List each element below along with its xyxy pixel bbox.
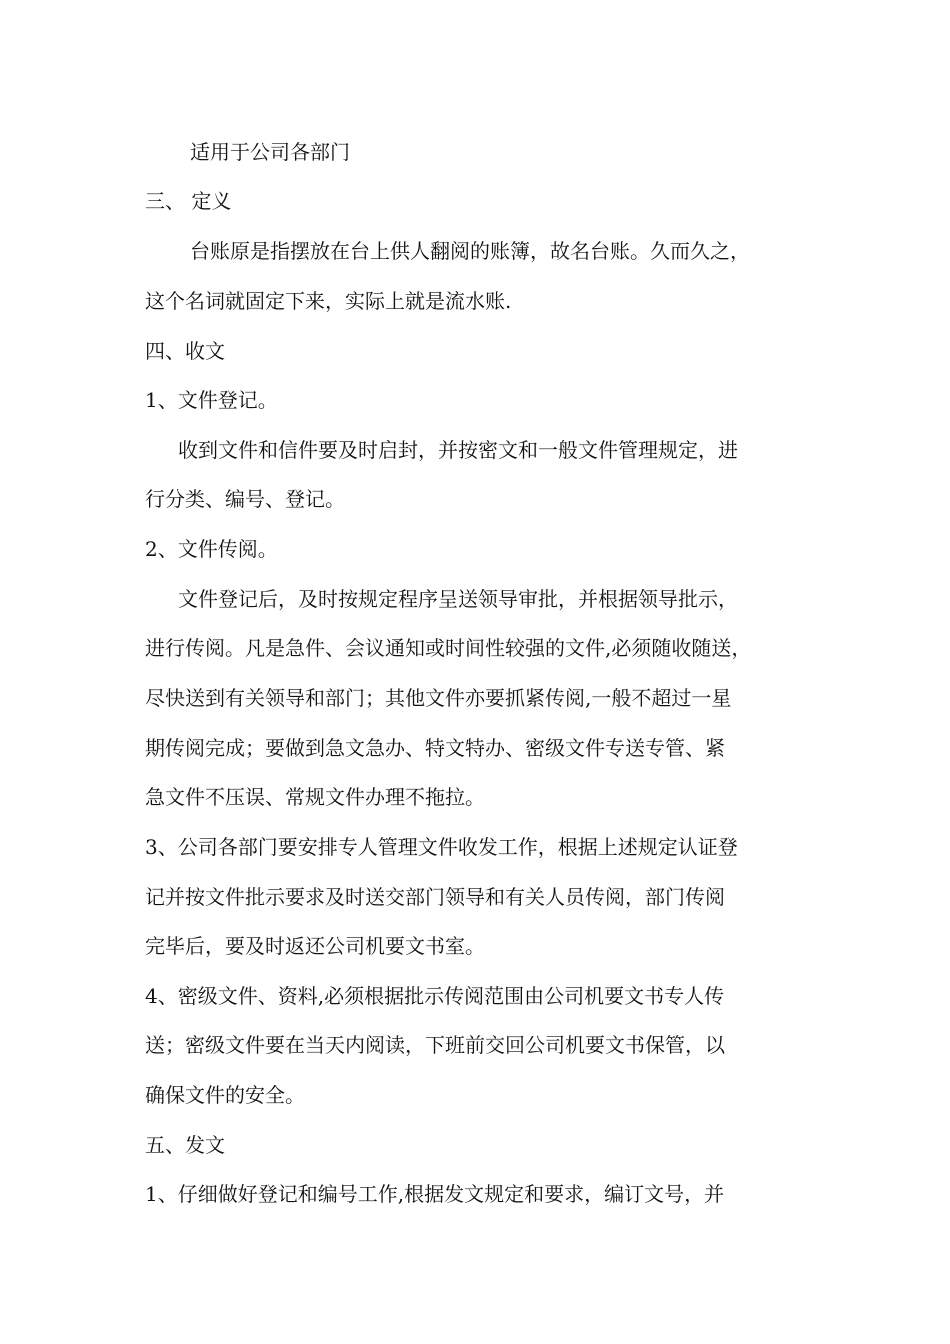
paragraph-line: 完毕后，要及时返还公司机要文书室。 (145, 934, 485, 958)
paragraph-line: 文件登记后，及时按规定程序呈送领导审批，并根据领导批示， (178, 587, 738, 611)
list-item-4: 4、密级文件、资料,必须根据批示传阅范围由公司机要文书专人传 (145, 984, 725, 1008)
paragraph-line: 期传阅完成；要做到急文急办、特文特办、密级文件专送专管、紧 (145, 736, 725, 760)
paragraph-line: 记并按文件批示要求及时送交部门领导和有关人员传阅，部门传阅 (145, 885, 725, 909)
paragraph-line: 这个名词就固定下来，实际上就是流水账. (145, 289, 512, 313)
paragraph-line: 收到文件和信件要及时启封，并按密文和一般文件管理规定，进 (178, 438, 738, 462)
section-heading-receive: 四、收文 (145, 339, 225, 363)
subheading-circulation: 2、文件传阅。 (145, 537, 278, 561)
subheading-registration: 1、文件登记。 (145, 388, 278, 412)
paragraph-line: 尽快送到有关领导和部门；其他文件亦要抓紧传阅,一般不超过一星 (145, 686, 732, 710)
paragraph-line: 确保文件的安全。 (145, 1083, 305, 1107)
paragraph-line: 台账原是指摆放在台上供人翻阅的账簿，故名台账。久而久之， (190, 239, 750, 263)
list-item-3: 3、公司各部门要安排专人管理文件收发工作，根据上述规定认证登 (145, 835, 738, 859)
paragraph-line: 急文件不压误、常规文件办理不拖拉。 (145, 785, 485, 809)
scope-text: 适用于公司各部门 (190, 140, 350, 164)
paragraph-line: 行分类、编号、登记。 (145, 487, 345, 511)
paragraph-line: 进行传阅。凡是急件、会议通知或时间性较强的文件,必须随收随送， (145, 636, 752, 660)
section-heading-definition: 三、 定义 (145, 189, 232, 213)
section-heading-dispatch: 五、发文 (145, 1133, 225, 1157)
paragraph-line: 送；密级文件要在当天内阅读，下班前交回公司机要文书保管，以 (145, 1033, 725, 1057)
list-item-dispatch-1: 1、仔细做好登记和编号工作,根据发文规定和要求，编订文号，并 (145, 1182, 725, 1206)
